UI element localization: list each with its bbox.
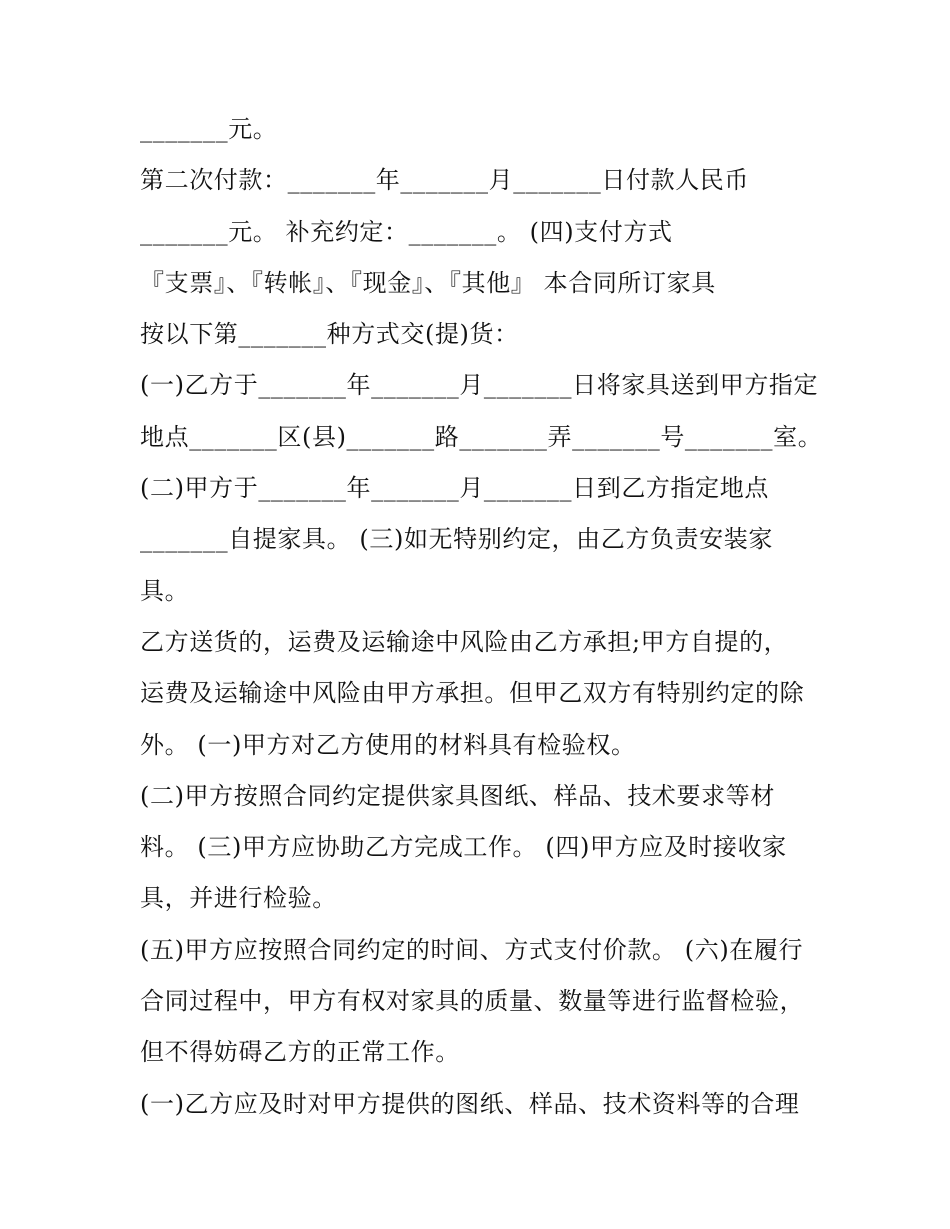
text-line: _______自提家具。 (三)如无特别约定，由乙方负责安装家 xyxy=(140,525,773,554)
contract-text xyxy=(140,104,830,1130)
text-line: (五)甲方应按照合同约定的时间、方式支付价款。 (六)在履行 xyxy=(140,935,804,964)
text-line: 第二次付款：_______年_______月_______日付款人民币 xyxy=(140,166,749,195)
text-line: 但不得妨碍乙方的正常工作。 xyxy=(140,1038,460,1067)
text-line: 乙方送货的，运费及运输途中风险由乙方承担;甲方自提的， xyxy=(140,627,789,656)
text-line: 料。 (三)甲方应协助乙方完成工作。 (四)甲方应及时接收家 xyxy=(140,833,787,862)
text-line: 按以下第_______种方式交(提)货： xyxy=(140,320,519,349)
text-line: 外。 (一)甲方对乙方使用的材料具有检验权。 xyxy=(140,730,636,759)
text-line: (一)乙方于_______年_______月_______日将家具送到甲方指定 xyxy=(140,371,819,400)
text-line: 具，并进行检验。 xyxy=(140,884,337,913)
text-line: _______元。 xyxy=(140,115,278,143)
text-line: 具。 xyxy=(140,576,190,605)
text-line: (二)甲方于_______年_______月_______日到乙方指定地点 xyxy=(140,474,769,503)
text-line: 运费及运输途中风险由甲方承担。但甲乙双方有特别约定的除 xyxy=(140,679,805,708)
text-line: 合同过程中，甲方有权对家具的质量、数量等进行监督检验， xyxy=(140,987,805,1016)
text-line: (一)乙方应及时对甲方提供的图纸、样品、技术资料等的合理 xyxy=(140,1089,800,1118)
text-line: 地点_______区(县)_______路_______弄_______号_______室。 xyxy=(140,422,823,451)
text-line: 『支票』、『转帐』、『现金』、『其他』 本合同所订家具 xyxy=(140,268,716,297)
text-line: (二)甲方按照合同约定提供家具图纸、样品、技术要求等材 xyxy=(140,781,775,810)
text-line: _______元。 补充约定：_______。 (四)支付方式 xyxy=(140,217,673,246)
